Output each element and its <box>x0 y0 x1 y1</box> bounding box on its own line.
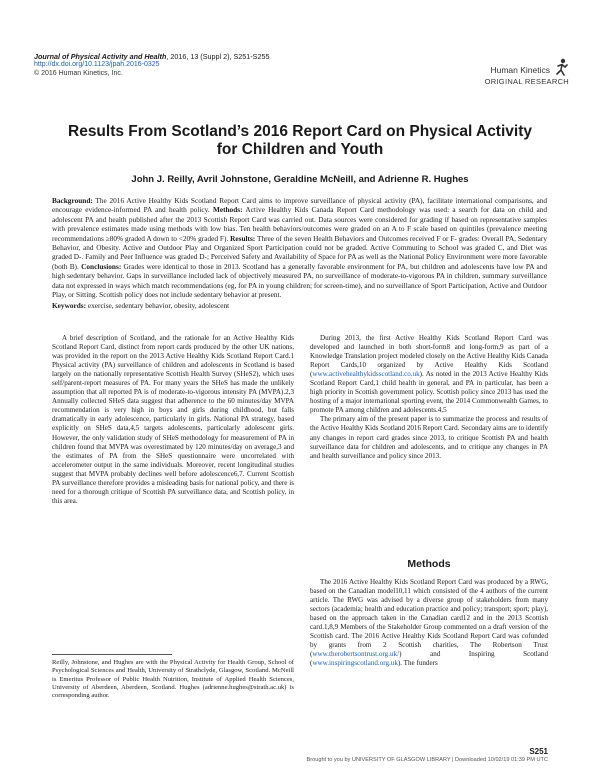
inspiring-scotland-link[interactable]: www.inspiringscotland.org.uk <box>312 659 398 668</box>
body-right-column <box>310 334 548 461</box>
abstract-results-text: Three of the seven Health Behaviors and Outcomes received F or F- grades: Overall PA, Sedentary Behavior, and Obesity. Active and Outdoor Play and Organized Sport Participation could not be graded. Active Commuting to School was graded C, and Diet was graded D-. Family and Peer Influence was graded D-; Perceived Safety and Availability of Space for PA as well as the National Policy Environment were more favorable (both B). <box>52 233 547 271</box>
abstract-methods-label: Methods: <box>212 205 243 215</box>
keywords-label: Keywords: <box>52 301 87 310</box>
page-number: S251 <box>529 747 548 756</box>
body-paragraph-methods <box>310 578 548 668</box>
body-left-column <box>52 334 294 506</box>
download-notice: Brought to you by UNIVERSITY OF GLASGOW LIBRARY | Downloaded 10/02/19 01:39 PM UTC <box>306 757 548 763</box>
article-authors: John J. Reilly, Avril Johnstone, Geraldine McNeill, and Adrienne R. Hughes <box>131 174 469 185</box>
keywords-text: exercise, sedentary behavior, obesity, adolescent <box>86 301 230 310</box>
abstract-background-text: The 2016 Active Healthy Kids Scotland Report Card aims to improve surveillance of physical activity (PA), facilitate international comparisons, and encourage evidence-informed PA and health policy. <box>52 196 547 215</box>
body-paragraph-history <box>310 334 548 415</box>
body-paragraph-intro: A brief description of Scotland, and the rationale for an Active Healthy Kids Scotland Report Card, distinct from report cards produced by the other UK nations, was provided in the report on the 2013 Active Healthy Kids Scotland Report Card.1 Physical activity (PA) surveillance of children and adolescents in Scotland is based largely on the nationally representative Scottish Health Survey (SHeS2), which uses self/parent-report measures of PA. For many years the SHeS has made the unlikely assumption that all reported PA is of moderate-to-vigorous intensity PA (MVPA).2,3 Annually collected SHeS data suggest that adherence to the 60 minutes/day MVPA recommendation is very high in boys and girls during childhood, but falls dramatically in early adolescence, particularly in girls. National PA strategy, based explicitly on SHeS data,4,5 targets adolescents, particularly adolescent girls. However, the only validation study of SHeS methodology for measurement of PA in children found that MVPA was overestimated by 120 minutes/day on average,3 and the estimates of PA from the SHeS questionnaire were uncorrelated with accelerometer output in the same individuals. Moreover, recent longitudinal studies suggest that MVPA probably declines well before adolescence6,7. Current Scottish PA surveillance therefore provides a misleading basis for national policy, and there is need for a thorough critique of Scottish PA surveillance data, and Scottish policy, in this area. <box>52 334 294 505</box>
article-section-label: ORIGINAL RESEARCH <box>484 77 569 86</box>
keywords <box>52 301 547 310</box>
body-text: ). As noted in the 2013 Active Healthy Kids Scotland Report Card,1 child health in general, and PA in particular, has been a high priority in Scottish government policy. Scottish policy since 2013 has used the hosting of a major international sporting event, the 2014 Commonwealth Games, to promote PA among children and adolescents.4,5 <box>310 370 548 415</box>
active-healthy-kids-link[interactable]: www.activehealthykidsscotland.co.uk <box>312 370 420 379</box>
publisher-name: Human Kinetics <box>490 65 550 75</box>
abstract-results-label: Results: <box>230 233 256 243</box>
abstract-methods-text: Active Healthy Kids Canada Report Card methodology was used: a search for data on child and adolescent PA and health published after the 2013 Scottish Report Card was carried out. Data sources were considered for grading if based on representative samples with prevalence estimates made using methods with low bias. Ten health behaviors/outcomes were graded on an A to F scale based on quintiles (prevalence meeting recommendations ≥80% graded A down to <20% graded F). <box>52 205 547 243</box>
footnote-divider <box>52 654 172 655</box>
abstract <box>52 196 547 299</box>
abstract-background-label: Background: <box>52 196 93 205</box>
robertson-trust-link[interactable]: www.therobertsontrust.org.uk/ <box>312 650 400 659</box>
doi-link[interactable]: http://dx.doi.org/10.1123/jpah.2016-0325 <box>34 61 160 68</box>
methods-section <box>310 578 548 668</box>
author-affiliations-footnote: Reilly, Johnstone, and Hughes are with the Physical Activity for Health Group, School of Psychological Sciences and Health, University of Strathclyde, Glasgow, Scotland. McNeill is Emeritus Professor of Public Health Nutrition, Institute of Applied Health Sciences, University of Aberdeen, Aberdeen, Scotland. Hughes (adrienne.hughes@strath.ac.uk) is corresponding author. <box>52 659 294 700</box>
body-paragraph-aims: The primary aim of the present paper is to summarize the process and results of the Active Healthy Kids Scotland 2016 Report Card. Secondary aims are to identify any changes in report card grades since 2013, to critique Scottish PA and health surveillance data for children and adolescents, and to critique any changes in PA and health surveillance and policy since 2013. <box>310 415 548 460</box>
body-text: ). The funders <box>397 659 438 668</box>
copyright-notice: © 2016 Human Kinetics, Inc. <box>34 70 123 77</box>
journal-issue: , 2016, 13 (Suppl 2), S251-S255 <box>166 52 270 61</box>
human-kinetics-logo-icon <box>554 58 569 76</box>
abstract-conclusions-label: Conclusions: <box>81 261 122 271</box>
journal-citation <box>34 52 269 61</box>
body-text: The 2016 Active Healthy Kids Scotland Report Card was produced by a RWG, based on the Canadian model10,11 which consisted of the 4 authors of the current article. The RWG was advised by a diverse group of stakeholders from many sectors (academia; health and education practice and policy; transport; sport; play), based on the approach taken in the Canadian card12 and in the 2013 Scottish card.1,8,9 Members of the Stakeholder Group commented on a draft version of the Scottish card. The 2016 Active Healthy Kids Scotland Report Card was cofunded by grants from 2 Scottish charities, The Robertson Trust ( <box>310 578 548 659</box>
body-text: During 2013, the first Active Healthy Kids Scotland Report Card was developed and launched in both short-form8 and long-form,9 as part of a Knowledge Translation project modeled closely on the Active Healthy Kids Canada Report Cards,10 organized by Active Healthy Kids Scotland ( <box>310 334 548 379</box>
body-text: ) and Inspiring Scotland ( <box>310 650 548 668</box>
abstract-conclusions-text: Grades were identical to those in 2013. Scotland has a generally favorable environment for PA, but children and adolescents have low PA and high sedentary behavior. Gaps in surveillance included lack of objectively measured PA, no surveillance of moderate-to-vigorous PA in children, summary surveillance data not expressed in ways which match recommendations (eg, for PA in young children; for screen-time), and no surveillance of Sport Participation, Active and Outdoor Play, or Sitting. Scottish policy does not include sedentary behavior at present. <box>52 261 547 300</box>
journal-name: Journal of Physical Activity and Health <box>34 52 167 61</box>
article-title: Results From Scotland’s 2016 Report Card on Physical Activity for Children and Youth <box>68 123 532 158</box>
methods-heading: Methods <box>407 558 451 570</box>
